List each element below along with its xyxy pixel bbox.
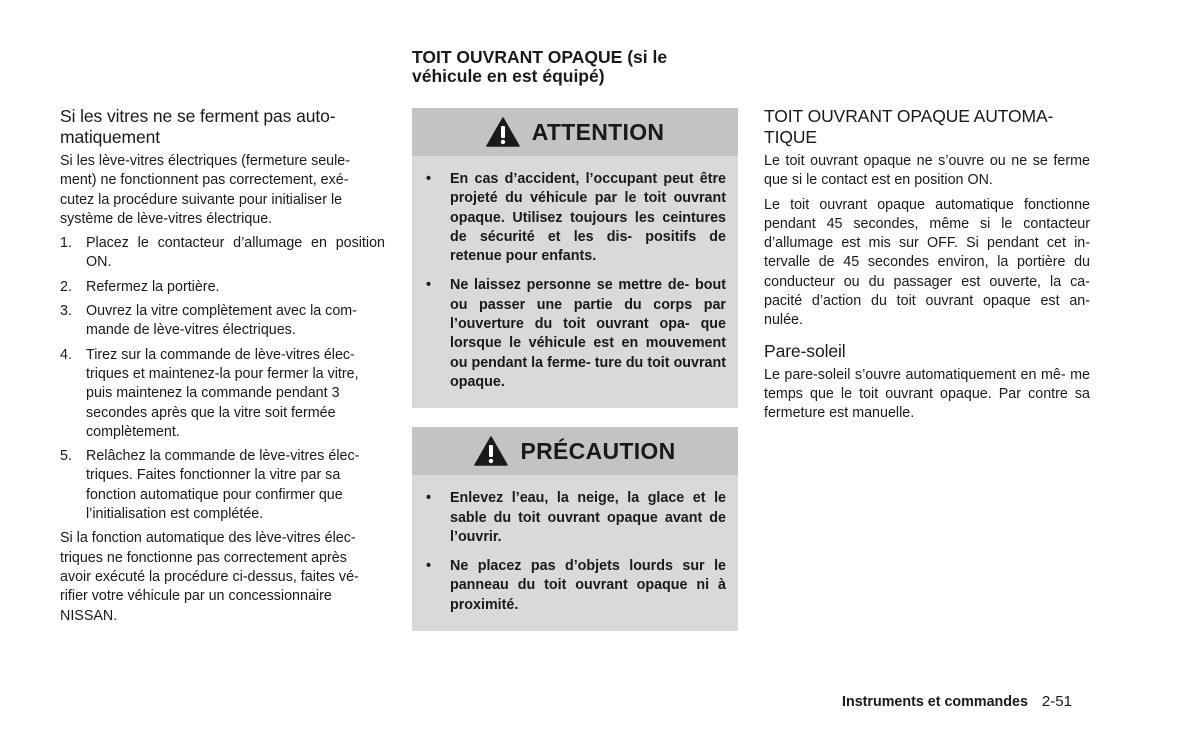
list-item: • Ne laissez personne se mettre de- bout ou passer une partie du corps par l’ouverture du toit ouvrant opa- que lorsque le véhicule est en mouvement ou pendant la ferme- ture du toit ouvrant opaque. [426, 277, 726, 390]
page-number: 2-51 [1041, 693, 1072, 710]
auto-sunroof-para-1: Le toit ouvrant opaque ne s’ouvre ou ne se ferme que si le contact est en position ON. [764, 153, 1090, 189]
auto-window-intro: Si les lève-vitres électriques (fermeture seule- ment) ne fonctionnent pas correctement, exé- cutez la procédure suivante pour initialiser le système de lève-vitres électrique. [60, 153, 351, 227]
auto-window-heading: Si les vitres ne se ferment pas auto- matiquement [60, 106, 336, 147]
list-item: 4. Tirez sur la commande de lève-vitres élec- triques et maintenez-la pour fermer la vitre, puis maintenez la commande pendant 3 secondes après que la vitre soit fermée complètement. [60, 346, 359, 440]
auto-sunroof-heading: TOIT OUVRANT OPAQUE AUTOMA- TIQUE [764, 106, 1054, 147]
attention-box [412, 108, 738, 408]
list-item: • Enlevez l’eau, la neige, la glace et le sable du toit ouvrant opaque avant de l’ouvrir. [426, 490, 726, 545]
list-item: 1. Placez le contacteur d’allumage en position ON. [60, 235, 385, 271]
precaution-header [412, 427, 738, 475]
section-title: TOIT OUVRANT OPAQUE (si le véhicule en est équipé) [412, 47, 668, 86]
left-column [60, 106, 385, 631]
list-item: • En cas d’accident, l’occupant peut être projeté du véhicule par le toit ouvrant opaque. Utilisez toujours les ceintures de sécurité et les dis- positifs de retenue pour enfants. [426, 171, 726, 265]
list-item: 5. Relâchez la commande de lève-vitres élec- triques. Faites fonctionner la vitre par sa fonction automatique pour confirmer que l’initialisation est complétée. [60, 448, 360, 523]
precaution-label: PRÉCAUTION [520, 437, 676, 464]
attention-header [412, 108, 738, 156]
auto-window-closing: Si la fonction automatique des lève-vitres élec- triques ne fonctionne pas correctement après avoir exécuté la procédure ci-dessus, faites vé- rifier votre véhicule par un concessionnaire NISSAN. [60, 530, 359, 624]
attention-list [412, 156, 738, 408]
warning-triangle-icon [486, 117, 520, 147]
precaution-box [412, 427, 738, 631]
precaution-list [412, 475, 738, 631]
list-item: 2. Refermez la portière. [60, 278, 220, 295]
right-column [764, 106, 1090, 429]
warning-triangle-icon [474, 436, 508, 466]
attention-label: ATTENTION [531, 118, 665, 145]
footer-section-name: Instruments et commandes [842, 694, 1028, 710]
middle-column [412, 48, 738, 650]
list-item: • Ne placez pas d’objets lourds sur le panneau du toit ouvrant opaque ni à proximité. [426, 558, 726, 613]
auto-sunroof-para-2: Le toit ouvrant opaque automatique fonctionne pendant 45 secondes, même si le contacteur d’allumage est mis sur OFF. Si pendant cet in- tervalle de 45 secondes environ, la portière du conducteur ou du passager est ouverte, la ca- pacité d’action du toit ouvrant opaque est an- nulée. [764, 196, 1090, 329]
page-footer [842, 693, 1072, 710]
sunshade-para: Le pare-soleil s’ouvre automatiquement en mê- me temps que le toit ouvrant opaque. Par contre sa fermeture est manuelle. [764, 366, 1090, 422]
list-item: 3. Ouvrez la vitre complètement avec la com- mande de lève-vitres électriques. [60, 303, 357, 339]
sunshade-heading: Pare-soleil [764, 340, 846, 361]
initialization-steps [60, 234, 385, 524]
